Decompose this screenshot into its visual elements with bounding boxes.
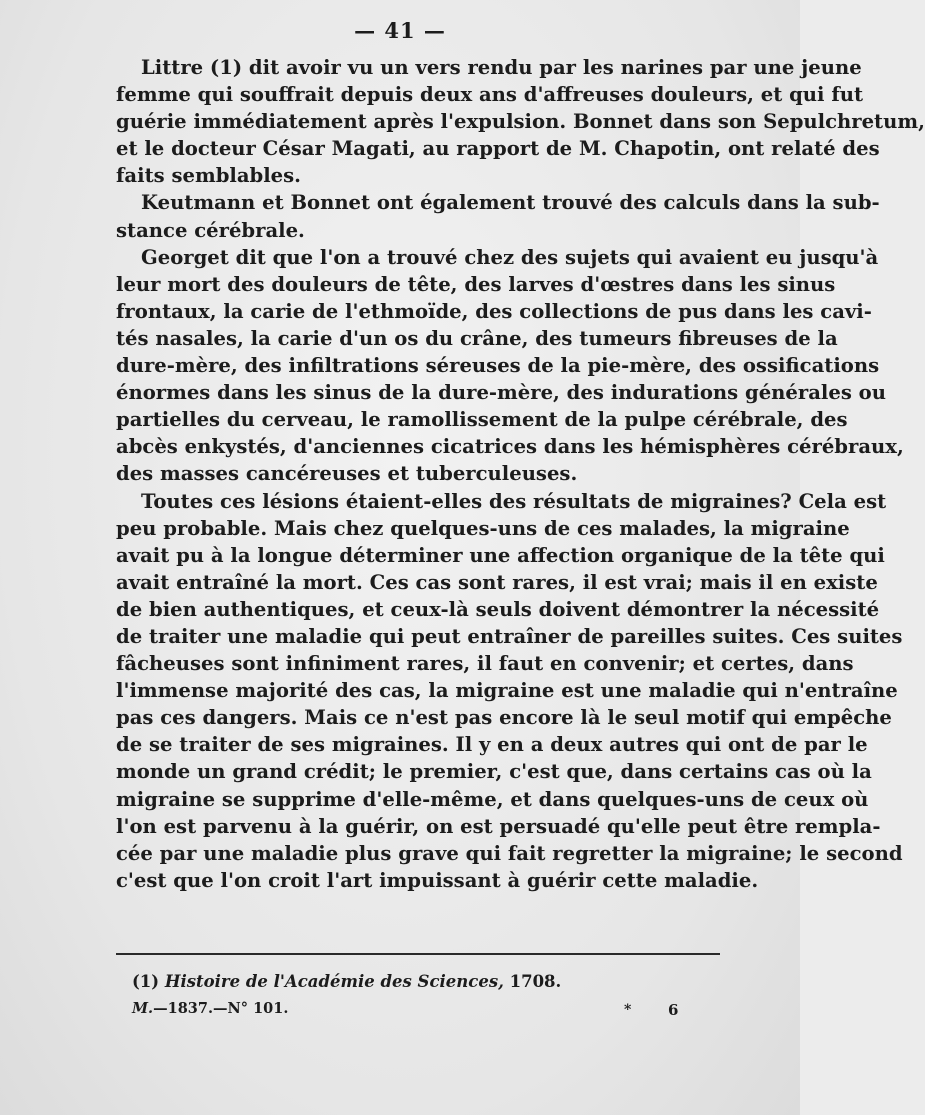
footnote xyxy=(132,972,561,991)
signature-star-mark: * xyxy=(624,1002,632,1018)
text-line: migraine se supprime d'elle-même, et dans quelques-uns de ceux où xyxy=(116,787,869,811)
signature-journal: M. xyxy=(132,1000,154,1017)
text-line: énormes dans les sinus de la dure-mère, des indurations générales ou xyxy=(116,381,886,405)
text-line: c'est que l'on croit l'art impuissant à guérir cette maladie. xyxy=(116,868,759,892)
text-line: guérie immédiatement après l'expulsion. Bonnet dans son Sepulchretum, xyxy=(116,110,925,134)
text-line: l'immense majorité des cas, la migraine est une maladie qui n'entraîne xyxy=(116,679,898,703)
text-line: peu probable. Mais chez quelques-uns de ces malades, la migraine xyxy=(116,516,850,540)
text-line: dure-mère, des infiltrations séreuses de la pie-mère, des ossifications xyxy=(116,354,880,378)
text-line: de se traiter de ses migraines. Il y en a deux autres qui ont de par le xyxy=(116,733,868,757)
footnote-marker: (1) xyxy=(132,972,160,991)
text-line: l'on est parvenu à la guérir, on est persuadé qu'elle peut être rempla- xyxy=(116,814,881,838)
text-line: frontaux, la carie de l'ethmoïde, des collections de pus dans les cavi- xyxy=(116,299,872,323)
text-line: femme qui souffrait depuis deux ans d'affreuses douleurs, et qui fut xyxy=(116,83,864,107)
body-text xyxy=(116,54,925,894)
text-line: faits semblables. xyxy=(116,164,302,188)
footnote-title: Histoire de l'Académie des Sciences, xyxy=(164,972,504,991)
text-line: Littre (1) dit avoir vu un vers rendu par les narines par une jeune xyxy=(141,56,862,79)
signature-issue: —1837.—N° 101. xyxy=(153,1000,289,1017)
text-line: avait entraîné la mort. Ces cas sont rares, il est vrai; mais il en existe xyxy=(116,570,878,594)
text-line: Keutmann et Bonnet ont également trouvé des calculs dans la sub- xyxy=(141,191,880,215)
footnote-divider xyxy=(116,953,720,955)
text-line: de bien authentiques, et ceux-là seuls doivent démontrer la nécessité xyxy=(116,597,880,621)
printer-signature xyxy=(132,1000,288,1017)
text-line: monde un grand crédit; le premier, c'est que, dans certains cas où la xyxy=(116,760,872,784)
text-line: partielles du cerveau, le ramollissement de la pulpe cérébrale, des xyxy=(116,408,848,432)
text-line: leur mort des douleurs de tête, des larves d'œstres dans les sinus xyxy=(116,272,836,296)
text-line: et le docteur César Magati, au rapport de M. Chapotin, ont relaté des xyxy=(116,137,880,161)
text-line: avait pu à la longue déterminer une affection organique de la tête qui xyxy=(116,543,885,567)
page-number: — 41 — xyxy=(354,18,446,43)
text-line: fâcheuses sont infiniment rares, il faut en convenir; et certes, dans xyxy=(116,652,854,676)
text-line: Toutes ces lésions étaient-elles des résultats de migraines? Cela est xyxy=(141,489,887,513)
text-line: Georget dit que l'on a trouvé chez des sujets qui avaient eu jusqu'à xyxy=(141,245,879,269)
text-line: des masses cancéreuses et tuberculeuses. xyxy=(116,462,578,486)
text-line: pas ces dangers. Mais ce n'est pas encore là le seul motif qui empêche xyxy=(116,706,892,730)
sheet-number: 6 xyxy=(668,1001,679,1019)
text-line: de traiter une maladie qui peut entraîner de pareilles suites. Ces suites xyxy=(116,624,903,648)
text-line: stance cérébrale. xyxy=(116,218,305,242)
footnote-year: 1708. xyxy=(509,972,562,991)
text-line: tés nasales, la carie d'un os du crâne, des tumeurs fibreuses de la xyxy=(116,326,838,350)
text-line: cée par une maladie plus grave qui fait regretter la migraine; le second xyxy=(116,841,903,865)
text-line: abcès enkystés, d'anciennes cicatrices dans les hémisphères cérébraux, xyxy=(116,435,904,459)
